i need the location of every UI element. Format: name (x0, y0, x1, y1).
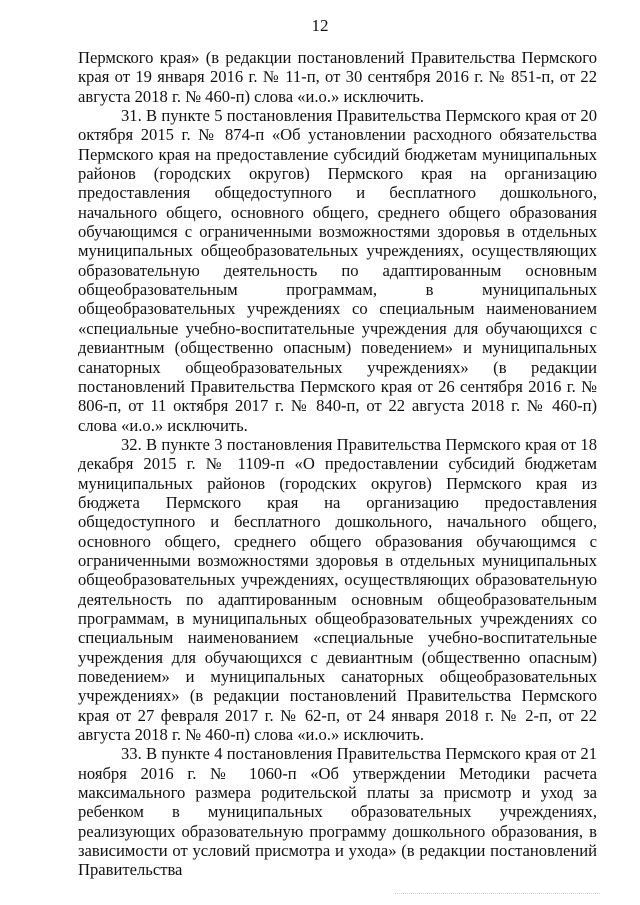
document-body (78, 48, 597, 880)
paragraph-item-32: 32. В пункте 3 постановления Правительства Пермского края от 18 декабря 2015 г. № 1109-п «О предоставлении субсидий бюджетам муниципальных районов (городских округов) Пермского края из бюджета Пермского края на организацию предоставления общедоступного и бесплатного дошкольного, начального общего, основного общего, среднего общего образования обучающимся с ограниченными возможностями здоровья в отдельных муниципальных общеобразовательных учреждениях, осуществляющих образовательную деятельность по адаптированным основным общеобразовательным программам, в муниципальных общеобразовательных учреждениях со специальным наименованием «специальные учебно-воспитательные учреждения для обучающихся с девиантным (общественно опасным) поведением» и муниципальных санаторных общеобразовательных учреждениях» (в редакции постановлений Правительства Пермского края от 27 февраля 2017 г. № 62-п, от 24 января 2018 г. № 2-п, от 22 августа 2018 г. № 460-п) слова «и.о.» исключить. (78, 434, 597, 745)
scan-artifact-line (395, 893, 600, 894)
paragraph-continuation: Пермского края» (в редакции постановлений Правительства Пермского края от 19 января 2016 г. № 11-п, от 30 сентября 2016 г. № 851-п, от 22 августа 2018 г. № 460-п) слова «и.о.» исключить. (78, 48, 597, 106)
page-number: 12 (311, 16, 329, 35)
paragraph-item-31: 31. В пункте 5 постановления Правительства Пермского края от 20 октября 2015 г. № 874-п «Об установлении расходного обязательства Пермского края на предоставление субсидий бюджетам муниципальных районов (городских округов) Пермского края на организацию предоставления общедоступного и бесплатного дошкольного, начального общего, основного общего, среднего общего образования обучающимся с ограниченными возможностями здоровья в отдельных муниципальных общеобразовательных учреждениях, осуществляющих образовательную деятельность по адаптированным основным общеобразовательным программам, в муниципальных общеобразовательных учреждениях со специальным наименованием «специальные учебно-воспитательные учреждения для обучающихся с девиантным (общественно опасным) поведением» и муниципальных санаторных общеобразовательных учреждениях» (в редакции постановлений Правительства Пермского края от 26 сентября 2016 г. № 806-п, от 11 октября 2017 г. № 840-п, от 22 августа 2018 г. № 460-п) слова «и.о.» исключить. (78, 106, 597, 435)
paragraph-item-33: 33. В пункте 4 постановления Правительства Пермского края от 21 ноября 2016 г. № 1060-п «Об утверждении Методики расчета максимального размера родительской платы за присмотр и уход за ребенком в муниципальных образовательных учреждениях, реализующих образовательную программу дошкольного образования, в зависимости от условий присмотра и ухода» (в редакции постановлений Правительства (78, 744, 597, 880)
